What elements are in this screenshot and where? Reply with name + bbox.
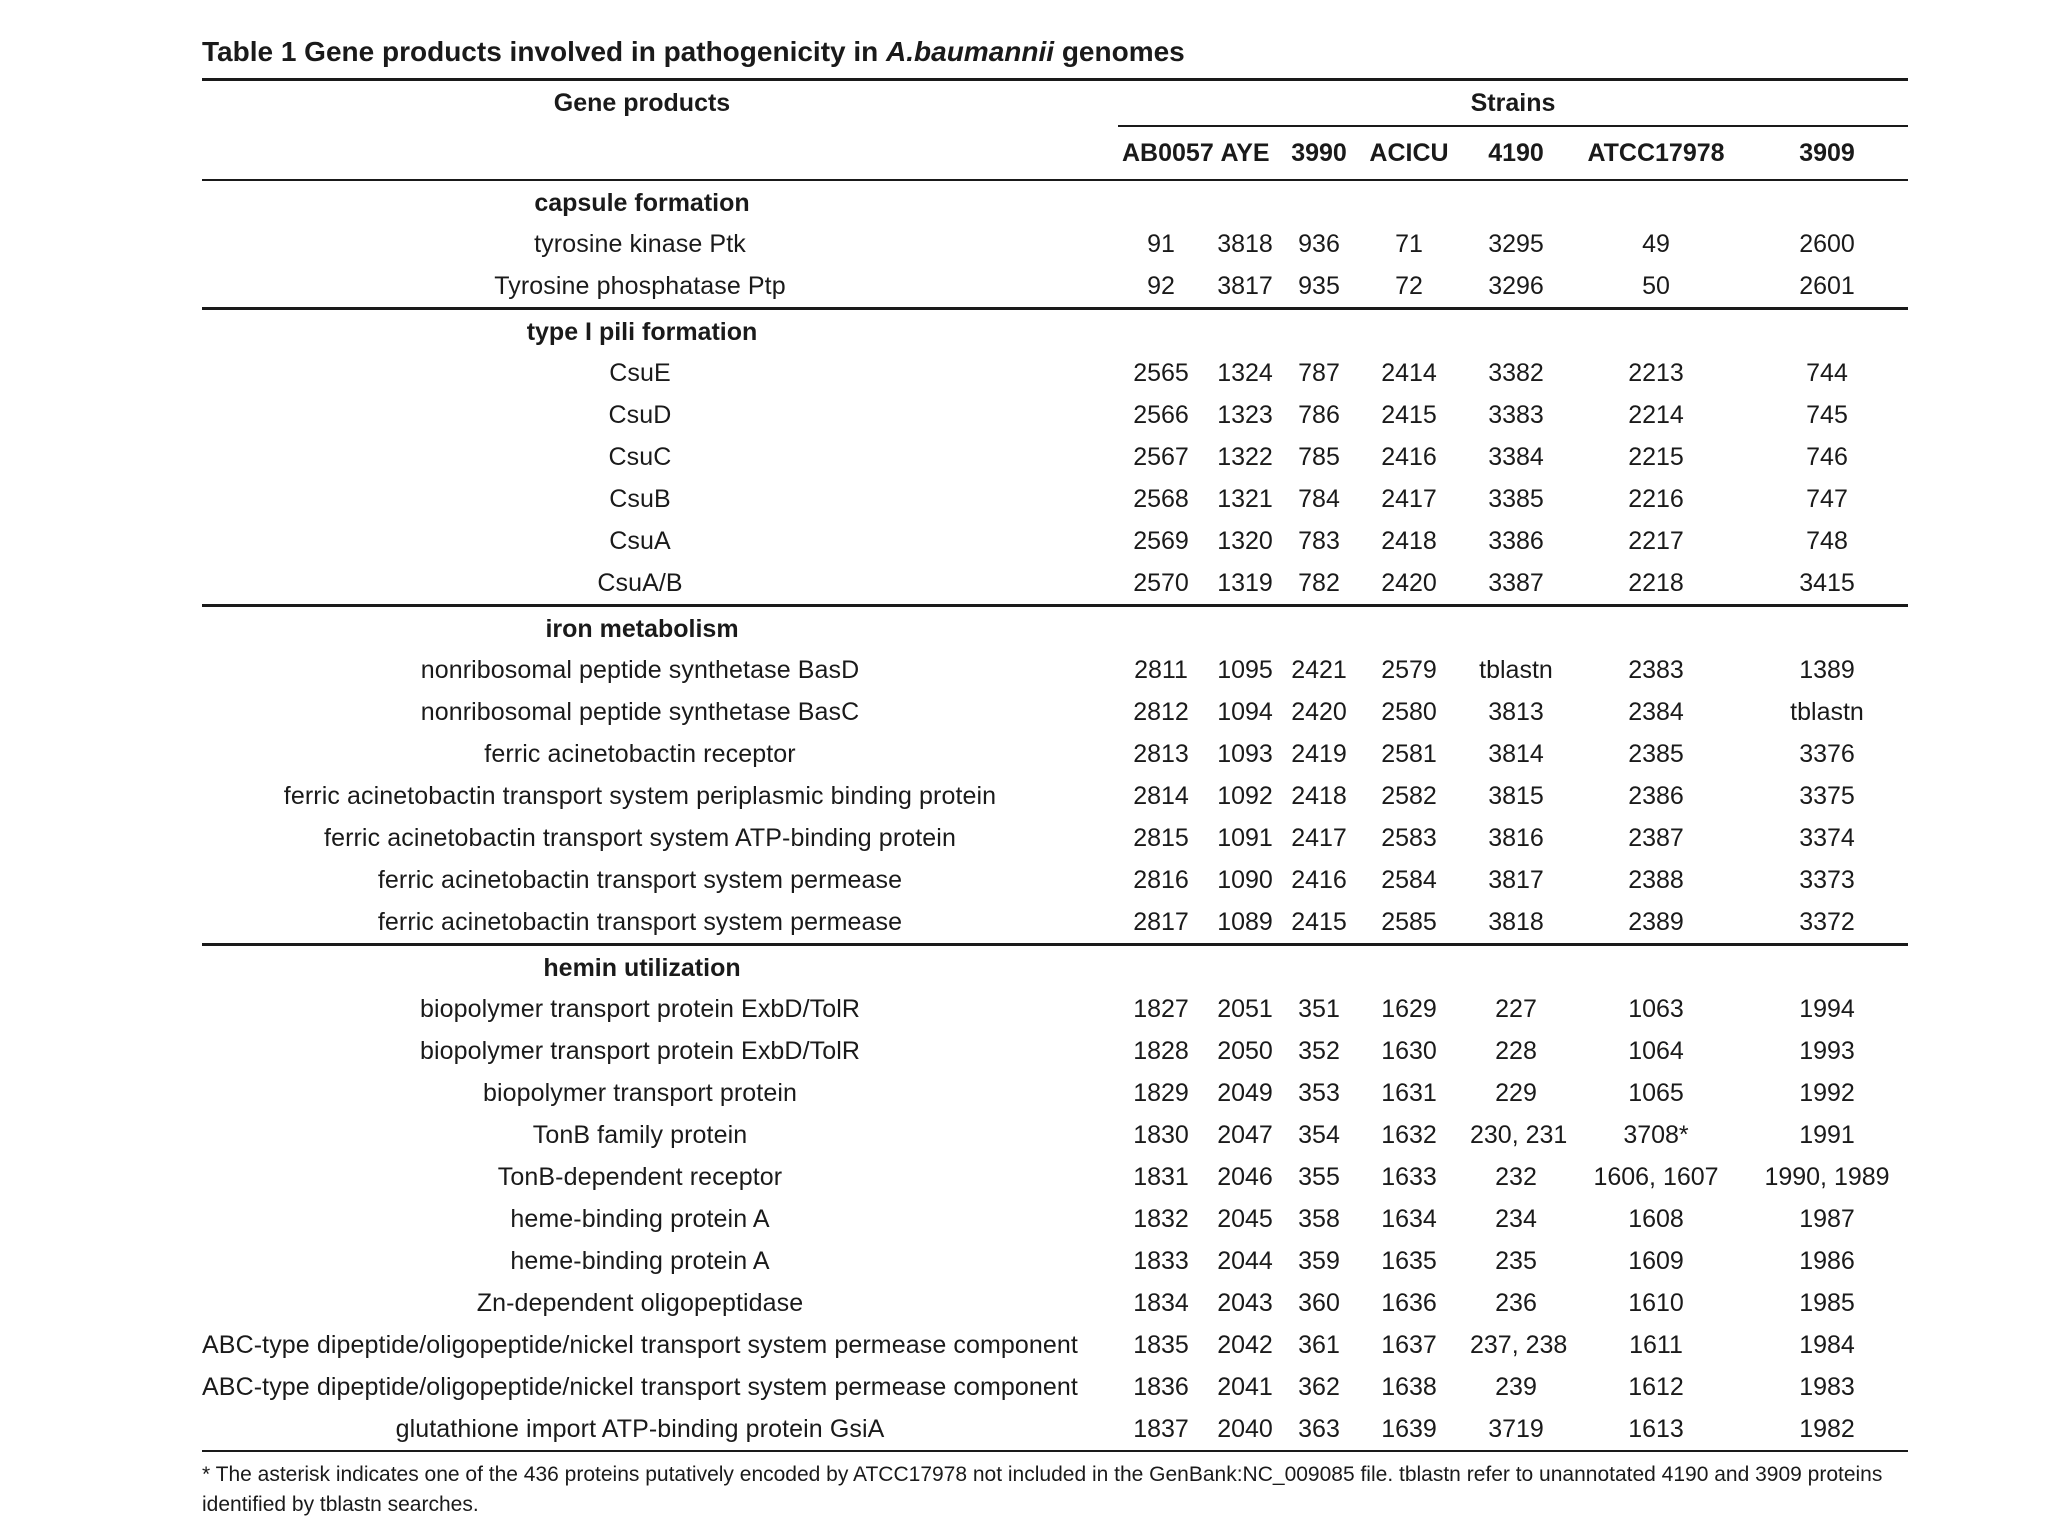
table-row	[202, 562, 1908, 606]
value-cell-aye: 1089	[1217, 908, 1273, 936]
empty-cell	[1204, 606, 1286, 650]
value-cell-4190: 228	[1495, 1037, 1537, 1065]
value-cell-3909: 1983	[1799, 1373, 1855, 1401]
value-cell-ab0057: 1832	[1133, 1205, 1189, 1233]
value-cell-acicu: 2417	[1381, 485, 1437, 513]
empty-cell	[1286, 606, 1352, 650]
section-header-row	[202, 309, 1908, 353]
value-cell-atcc17978: 49	[1642, 230, 1670, 258]
value-cell-3990: 363	[1286, 1408, 1352, 1451]
value-cell-3909: 1992	[1799, 1079, 1855, 1107]
gene-product-cell: biopolymer transport protein	[482, 1079, 798, 1107]
value-cell-3990: 361	[1298, 1331, 1340, 1359]
value-cell-4190: 227	[1495, 995, 1537, 1023]
empty-cell	[1566, 309, 1746, 353]
caption-species: A.baumannii	[886, 36, 1055, 67]
value-cell-3909: 746	[1806, 443, 1848, 471]
gene-product-cell: heme-binding protein A	[510, 1205, 770, 1233]
value-cell-atcc17978: 2218	[1628, 569, 1684, 597]
value-cell-3990: 2419	[1291, 740, 1347, 768]
value-cell-3909: 3374	[1799, 824, 1855, 852]
value-cell-ab0057: 2567	[1133, 443, 1189, 471]
value-cell-4190: 3295	[1488, 230, 1544, 258]
value-cell-acicu: 1633	[1381, 1163, 1437, 1191]
value-cell-4190: 229	[1495, 1079, 1537, 1107]
value-cell-3909: 3376	[1799, 740, 1855, 768]
table-row	[202, 859, 1908, 901]
value-cell-ab0057: 2570	[1133, 569, 1189, 597]
value-cell-aye: 1093	[1217, 740, 1273, 768]
value-cell-aye: 2051	[1217, 995, 1273, 1023]
empty-cell	[1204, 945, 1286, 989]
value-cell-acicu: 1630	[1381, 1037, 1437, 1065]
value-cell-3909: 1984	[1799, 1331, 1855, 1359]
empty-cell	[1466, 180, 1566, 223]
value-cell-4190: 3296	[1488, 272, 1544, 300]
value-cell-atcc17978: 1611	[1629, 1331, 1683, 1359]
value-cell-acicu: 2583	[1381, 824, 1437, 852]
empty-cell	[1286, 309, 1352, 353]
value-cell-aye: 1321	[1217, 485, 1273, 513]
value-cell-atcc17978: 2217	[1628, 527, 1684, 555]
value-cell-3990: 362	[1298, 1373, 1340, 1401]
empty-cell	[1566, 945, 1746, 989]
strain-header-3909: 3909	[1746, 126, 1908, 180]
value-cell-atcc17978: 2385	[1628, 740, 1684, 768]
table-row	[202, 436, 1908, 478]
value-cell-atcc17978: 1065	[1628, 1079, 1684, 1107]
value-cell-3909: 744	[1806, 359, 1848, 387]
table-row	[202, 1282, 1908, 1324]
value-cell-4190: 3815	[1488, 782, 1544, 810]
empty-cell	[1118, 180, 1204, 223]
value-cell-acicu: 1639	[1352, 1408, 1466, 1451]
value-cell-acicu: 1634	[1381, 1205, 1437, 1233]
value-cell-acicu: 71	[1395, 230, 1423, 258]
gene-product-cell: CsuE	[609, 359, 671, 387]
value-cell-acicu: 2582	[1381, 782, 1437, 810]
gene-product-cell: biopolymer transport protein ExbD/TolR	[419, 995, 861, 1023]
empty-cell	[1566, 180, 1746, 223]
section-title: hemin utilization	[202, 945, 1118, 989]
caption-prefix: Table 1 Gene products involved in pathogenicity in	[202, 36, 887, 67]
value-cell-ab0057: 1834	[1133, 1289, 1189, 1317]
value-cell-4190: 3719	[1466, 1408, 1566, 1451]
table-body	[202, 180, 1908, 1451]
value-cell-acicu: 2580	[1381, 698, 1437, 726]
gene-product-cell: Zn-dependent oligopeptidase	[476, 1289, 804, 1317]
value-cell-ab0057: 1827	[1133, 995, 1189, 1023]
value-cell-ab0057: 1836	[1133, 1373, 1189, 1401]
gene-product-cell: heme-binding protein A	[510, 1247, 770, 1275]
value-cell-atcc17978: 1613	[1566, 1408, 1746, 1451]
table-footnote: * The asterisk indicates one of the 436 proteins putatively encoded by ATCC17978 not included in the GenBank:NC_009085 file. tblastn refer to unannotated 4190 and 3909 proteins identified by tblastn searches.	[202, 1463, 1883, 1516]
value-cell-4190: 234	[1495, 1205, 1537, 1233]
table-row	[202, 649, 1908, 691]
value-cell-3990: 358	[1298, 1205, 1340, 1233]
gene-product-cell: TonB-dependent receptor	[497, 1163, 783, 1191]
value-cell-3909: 1985	[1799, 1289, 1855, 1317]
value-cell-acicu: 2579	[1381, 656, 1437, 684]
value-cell-4190: 235	[1495, 1247, 1537, 1275]
value-cell-acicu: 2584	[1381, 866, 1437, 894]
value-cell-4190: 3818	[1488, 908, 1544, 936]
value-cell-acicu: 2416	[1381, 443, 1437, 471]
table-row	[202, 265, 1908, 309]
value-cell-3990: 354	[1298, 1121, 1340, 1149]
value-cell-aye: 2047	[1217, 1121, 1273, 1149]
value-cell-3909: 3372	[1799, 908, 1855, 936]
value-cell-3909: 1982	[1746, 1408, 1908, 1451]
value-cell-atcc17978: 1606, 1607	[1593, 1163, 1719, 1191]
value-cell-aye: 2046	[1217, 1163, 1273, 1191]
empty-cell	[1746, 180, 1908, 223]
caption-suffix: genomes	[1054, 36, 1185, 67]
value-cell-acicu: 2415	[1381, 401, 1437, 429]
table-row	[202, 394, 1908, 436]
value-cell-atcc17978: 2387	[1628, 824, 1684, 852]
table-row	[202, 520, 1908, 562]
value-cell-atcc17978: 1609	[1628, 1247, 1684, 1275]
value-cell-3909: 3415	[1799, 569, 1855, 597]
empty-cell	[1746, 309, 1908, 353]
gene-product-cell: ferric acinetobactin transport system permease	[377, 866, 903, 894]
strains-header: Strains	[1118, 80, 1908, 127]
value-cell-aye: 2044	[1217, 1247, 1273, 1275]
value-cell-3990: 2416	[1291, 866, 1347, 894]
section-header-row	[202, 945, 1908, 989]
table-row	[202, 988, 1908, 1030]
value-cell-3990: 786	[1298, 401, 1340, 429]
value-cell-3990: 787	[1298, 359, 1340, 387]
empty-cell	[1352, 309, 1466, 353]
value-cell-3990: 2415	[1291, 908, 1347, 936]
strain-header-atcc17978: ATCC17978	[1566, 126, 1746, 180]
value-cell-3990: 784	[1298, 485, 1340, 513]
value-cell-aye: 2049	[1217, 1079, 1273, 1107]
value-cell-aye: 2041	[1217, 1373, 1273, 1401]
value-cell-3990: 355	[1298, 1163, 1340, 1191]
value-cell-4190: 3814	[1488, 740, 1544, 768]
value-cell-ab0057: 1831	[1133, 1163, 1189, 1191]
table-row	[202, 1030, 1908, 1072]
value-cell-acicu: 1637	[1381, 1331, 1437, 1359]
value-cell-ab0057: 2811	[1134, 656, 1188, 684]
value-cell-atcc17978: 2383	[1628, 656, 1684, 684]
value-cell-ab0057: 2813	[1133, 740, 1189, 768]
value-cell-3990: 785	[1298, 443, 1340, 471]
value-cell-3990: 351	[1298, 995, 1340, 1023]
value-cell-aye: 1320	[1217, 527, 1273, 555]
value-cell-4190: 3384	[1488, 443, 1544, 471]
table-row	[202, 775, 1908, 817]
value-cell-atcc17978: 3708*	[1623, 1121, 1689, 1149]
value-cell-4190: 230, 231	[1470, 1121, 1568, 1149]
gene-product-cell: ferric acinetobactin transport system periplasmic binding protein	[283, 782, 997, 810]
table-row	[202, 1324, 1908, 1366]
value-cell-aye: 1092	[1217, 782, 1273, 810]
strain-header-ab0057: AB0057	[1118, 126, 1204, 180]
empty-cell	[1118, 606, 1204, 650]
empty-cell	[1286, 180, 1352, 223]
value-cell-ab0057: 92	[1147, 272, 1175, 300]
table-figure	[202, 32, 1908, 1520]
value-cell-aye: 1095	[1217, 656, 1273, 684]
value-cell-4190: 3383	[1488, 401, 1544, 429]
value-cell-3909: 1991	[1799, 1121, 1855, 1149]
value-cell-3990: 783	[1298, 527, 1340, 555]
value-cell-acicu: 1629	[1381, 995, 1437, 1023]
value-cell-aye: 1322	[1217, 443, 1273, 471]
value-cell-aye: 1094	[1217, 698, 1273, 726]
gene-product-cell: nonribosomal peptide synthetase BasD	[420, 656, 860, 684]
table-row	[202, 817, 1908, 859]
value-cell-4190: 236	[1495, 1289, 1537, 1317]
value-cell-atcc17978: 2216	[1628, 485, 1684, 513]
value-cell-3990: 359	[1298, 1247, 1340, 1275]
value-cell-3909: 2600	[1799, 230, 1855, 258]
value-cell-ab0057: 2566	[1133, 401, 1189, 429]
value-cell-acicu: 1638	[1381, 1373, 1437, 1401]
value-cell-atcc17978: 2214	[1628, 401, 1684, 429]
value-cell-atcc17978: 2384	[1628, 698, 1684, 726]
value-cell-4190: 239	[1495, 1373, 1537, 1401]
value-cell-aye: 1091	[1217, 824, 1273, 852]
empty-cell	[1352, 945, 1466, 989]
value-cell-ab0057: 2569	[1133, 527, 1189, 555]
gene-product-cell: CsuB	[609, 485, 671, 513]
value-cell-atcc17978: 2386	[1628, 782, 1684, 810]
table-header	[202, 80, 1908, 181]
value-cell-4190: 237, 238	[1470, 1331, 1568, 1359]
value-cell-ab0057: 2815	[1133, 824, 1189, 852]
section-title: iron metabolism	[202, 606, 1118, 650]
gene-product-cell: ferric acinetobactin transport system ATP-binding protein	[324, 824, 956, 852]
empty-cell	[1466, 606, 1566, 650]
value-cell-acicu: 1635	[1381, 1247, 1437, 1275]
value-cell-atcc17978: 1064	[1628, 1037, 1684, 1065]
value-cell-ab0057: 2814	[1133, 782, 1189, 810]
value-cell-acicu: 2414	[1381, 359, 1437, 387]
value-cell-3990: 782	[1298, 569, 1340, 597]
value-cell-atcc17978: 1612	[1628, 1373, 1684, 1401]
value-cell-acicu: 2420	[1381, 569, 1437, 597]
value-cell-atcc17978: 2215	[1628, 443, 1684, 471]
value-cell-3909: 745	[1806, 401, 1848, 429]
empty-cell	[1118, 945, 1204, 989]
value-cell-aye: 1323	[1217, 401, 1273, 429]
empty-cell	[1352, 606, 1466, 650]
gene-product-cell: ABC-type dipeptide/oligopeptide/nickel transport system permease component	[202, 1373, 1078, 1401]
value-cell-aye: 3817	[1217, 272, 1273, 300]
value-cell-ab0057: 2812	[1133, 698, 1189, 726]
value-cell-aye: 2040	[1204, 1408, 1286, 1451]
value-cell-4190: tblastn	[1479, 656, 1553, 684]
value-cell-3909: 1993	[1799, 1037, 1855, 1065]
gene-products-header: Gene products	[202, 80, 1118, 181]
table-row	[202, 1408, 1908, 1451]
value-cell-4190: 3386	[1488, 527, 1544, 555]
strain-header-aye: AYE	[1204, 126, 1286, 180]
table-row	[202, 1072, 1908, 1114]
empty-cell	[1746, 945, 1908, 989]
value-cell-3909: 2601	[1799, 272, 1855, 300]
value-cell-ab0057: 91	[1147, 230, 1175, 258]
value-cell-3990: 2420	[1291, 698, 1347, 726]
value-cell-aye: 2042	[1217, 1331, 1273, 1359]
section-header-row	[202, 606, 1908, 650]
value-cell-ab0057: 2568	[1133, 485, 1189, 513]
empty-cell	[1204, 309, 1286, 353]
value-cell-4190: 3382	[1488, 359, 1544, 387]
value-cell-atcc17978: 1608	[1628, 1205, 1684, 1233]
value-cell-atcc17978: 1063	[1628, 995, 1684, 1023]
value-cell-3990: 353	[1298, 1079, 1340, 1107]
gene-product-cell: ferric acinetobactin transport system permease	[377, 908, 903, 936]
value-cell-acicu: 2581	[1381, 740, 1437, 768]
value-cell-3990: 352	[1298, 1037, 1340, 1065]
value-cell-3909: 748	[1806, 527, 1848, 555]
value-cell-acicu: 1632	[1381, 1121, 1437, 1149]
value-cell-4190: 3813	[1488, 698, 1544, 726]
value-cell-3909: 747	[1806, 485, 1848, 513]
gene-product-cell: glutathione import ATP-binding protein GsiA	[202, 1408, 1118, 1451]
empty-cell	[1466, 945, 1566, 989]
value-cell-ab0057: 1837	[1118, 1408, 1204, 1451]
empty-cell	[1566, 606, 1746, 650]
section-header-row	[202, 180, 1908, 223]
value-cell-3909: tblastn	[1790, 698, 1864, 726]
empty-cell	[1746, 606, 1908, 650]
value-cell-ab0057: 1830	[1133, 1121, 1189, 1149]
gene-product-cell: tyrosine kinase Ptk	[534, 230, 746, 258]
empty-cell	[1352, 180, 1466, 223]
section-title: type I pili formation	[202, 309, 1118, 353]
value-cell-aye: 3818	[1217, 230, 1273, 258]
value-cell-acicu: 2585	[1381, 908, 1437, 936]
value-cell-3909: 3373	[1799, 866, 1855, 894]
gene-products-table	[202, 78, 1908, 1452]
value-cell-3990: 360	[1298, 1289, 1340, 1317]
table-row	[202, 223, 1908, 265]
value-cell-3990: 2421	[1291, 656, 1347, 684]
table-row	[202, 691, 1908, 733]
value-cell-atcc17978: 2389	[1628, 908, 1684, 936]
value-cell-atcc17978: 2213	[1628, 359, 1684, 387]
value-cell-3909: 1986	[1799, 1247, 1855, 1275]
value-cell-4190: 3385	[1488, 485, 1544, 513]
empty-cell	[1286, 945, 1352, 989]
value-cell-3909: 1987	[1799, 1205, 1855, 1233]
value-cell-3909: 1994	[1799, 995, 1855, 1023]
value-cell-aye: 2050	[1217, 1037, 1273, 1065]
gene-product-cell: biopolymer transport protein ExbD/TolR	[419, 1037, 861, 1065]
value-cell-4190: 232	[1495, 1163, 1537, 1191]
table-row	[202, 352, 1908, 394]
value-cell-ab0057: 2565	[1133, 359, 1189, 387]
gene-product-cell: nonribosomal peptide synthetase BasC	[420, 698, 860, 726]
value-cell-3990: 935	[1298, 272, 1340, 300]
table-row	[202, 478, 1908, 520]
value-cell-acicu: 2418	[1381, 527, 1437, 555]
table-row	[202, 901, 1908, 945]
table-row	[202, 733, 1908, 775]
strain-header-3990: 3990	[1286, 126, 1352, 180]
value-cell-aye: 1324	[1217, 359, 1273, 387]
value-cell-ab0057: 1828	[1133, 1037, 1189, 1065]
value-cell-aye: 1090	[1217, 866, 1273, 894]
value-cell-atcc17978: 50	[1642, 272, 1670, 300]
value-cell-atcc17978: 1610	[1628, 1289, 1684, 1317]
value-cell-acicu: 1631	[1381, 1079, 1437, 1107]
empty-cell	[1466, 309, 1566, 353]
gene-product-cell: CsuA/B	[597, 569, 683, 597]
gene-product-cell: CsuA	[609, 527, 671, 555]
value-cell-aye: 2045	[1217, 1205, 1273, 1233]
value-cell-3909: 1389	[1799, 656, 1855, 684]
value-cell-acicu: 1636	[1381, 1289, 1437, 1317]
gene-product-cell: TonB family protein	[532, 1121, 748, 1149]
value-cell-3909: 3375	[1799, 782, 1855, 810]
value-cell-acicu: 72	[1395, 272, 1423, 300]
value-cell-ab0057: 2817	[1133, 908, 1189, 936]
gene-product-cell: ABC-type dipeptide/oligopeptide/nickel transport system permease component	[202, 1331, 1078, 1359]
value-cell-ab0057: 2816	[1133, 866, 1189, 894]
value-cell-ab0057: 1829	[1133, 1079, 1189, 1107]
value-cell-3990: 2418	[1291, 782, 1347, 810]
value-cell-4190: 3387	[1488, 569, 1544, 597]
table-row	[202, 1114, 1908, 1156]
value-cell-ab0057: 1835	[1133, 1331, 1189, 1359]
empty-cell	[1118, 309, 1204, 353]
value-cell-4190: 3816	[1488, 824, 1544, 852]
value-cell-3990: 936	[1298, 230, 1340, 258]
strain-header-4190: 4190	[1466, 126, 1566, 180]
gene-product-cell: ferric acinetobactin receptor	[484, 740, 796, 768]
table-row	[202, 1240, 1908, 1282]
value-cell-3990: 2417	[1291, 824, 1347, 852]
section-title: capsule formation	[534, 189, 750, 217]
value-cell-3909: 1990, 1989	[1764, 1163, 1890, 1191]
value-cell-aye: 1319	[1217, 569, 1273, 597]
table-row	[202, 1156, 1908, 1198]
value-cell-aye: 2043	[1217, 1289, 1273, 1317]
gene-product-cell: CsuD	[608, 401, 672, 429]
gene-product-cell: CsuC	[608, 443, 672, 471]
empty-cell	[1204, 180, 1286, 223]
value-cell-atcc17978: 2388	[1628, 866, 1684, 894]
value-cell-ab0057: 1833	[1133, 1247, 1189, 1275]
strain-header-acicu: ACICU	[1352, 126, 1466, 180]
table-row	[202, 1366, 1908, 1408]
table-row	[202, 1198, 1908, 1240]
table-caption	[202, 32, 1908, 72]
gene-product-cell: Tyrosine phosphatase Ptp	[494, 272, 786, 300]
value-cell-4190: 3817	[1488, 866, 1544, 894]
